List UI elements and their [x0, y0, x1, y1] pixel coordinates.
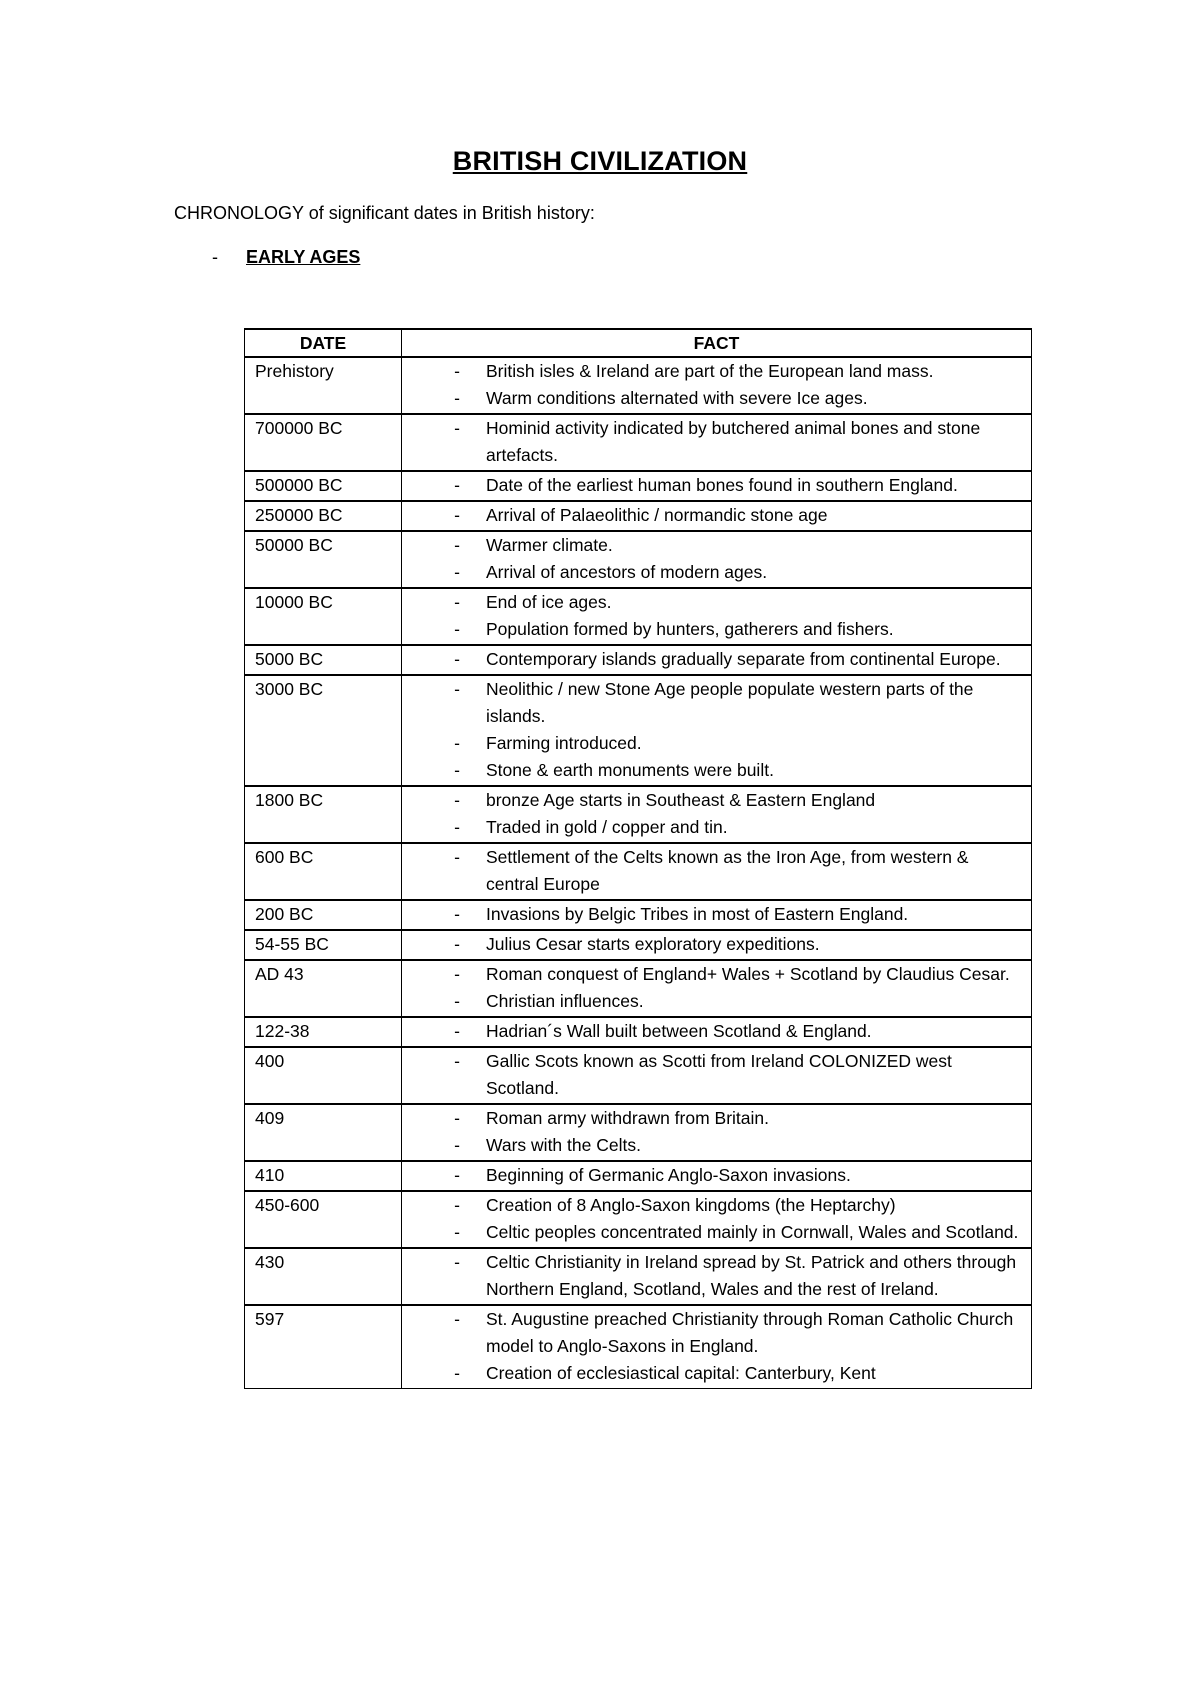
table-row: [245, 1104, 1032, 1161]
date-cell: 5000 BC: [245, 645, 402, 675]
chronology-table-body: [245, 357, 1032, 1389]
fact-text: St. Augustine preached Christianity through Roman Catholic Church model to Anglo-Saxons in England.: [486, 1309, 1014, 1356]
fact-cell: [402, 501, 1032, 531]
dash-bullet: -: [454, 1135, 460, 1155]
dash-bullet: -: [454, 991, 460, 1011]
fact-cell: [402, 675, 1032, 786]
table-row: [245, 588, 1032, 645]
fact-item: [402, 787, 1019, 814]
table-row: [245, 1047, 1032, 1104]
fact-text: Farming introduced.: [486, 733, 642, 753]
fact-list: [402, 1105, 1019, 1159]
fact-list: [402, 961, 1019, 1015]
dash-bullet: -: [454, 1021, 460, 1041]
chronology-table: [244, 328, 1032, 1389]
fact-item: [402, 844, 1019, 898]
section-label: EARLY AGES: [246, 247, 361, 267]
fact-list: [402, 1249, 1019, 1303]
dash-bullet: -: [454, 847, 460, 867]
fact-cell: [402, 1191, 1032, 1248]
intro-text: CHRONOLOGY of significant dates in British history:: [174, 203, 595, 223]
fact-item: [402, 676, 1019, 730]
date-cell: 10000 BC: [245, 588, 402, 645]
date-cell: 410: [245, 1161, 402, 1191]
fact-list: [402, 415, 1019, 469]
fact-text: Settlement of the Celts known as the Iron Age, from western & central Europe: [486, 847, 969, 894]
fact-item: [402, 1105, 1019, 1132]
fact-cell: [402, 786, 1032, 843]
table-row: [245, 1305, 1032, 1389]
fact-cell: [402, 930, 1032, 960]
fact-list: [402, 676, 1019, 784]
table-row: [245, 843, 1032, 900]
fact-item: [402, 757, 1019, 784]
fact-text: Roman conquest of England+ Wales + Scotland by Claudius Cesar.: [486, 964, 1010, 984]
section-dash: -: [212, 247, 218, 267]
fact-item: [402, 1249, 1019, 1303]
fact-item: [402, 646, 1019, 673]
table-row: [245, 1191, 1032, 1248]
fact-text: Celtic Christianity in Ireland spread by St. Patrick and others through Northern England, Scotland, Wales and the rest of Ireland.: [486, 1252, 1017, 1299]
dash-bullet: -: [454, 619, 460, 639]
fact-list: [402, 358, 1019, 412]
date-cell: 409: [245, 1104, 402, 1161]
date-cell: 700000 BC: [245, 414, 402, 471]
fact-text: Date of the earliest human bones found in southern England.: [486, 475, 958, 495]
table-row: [245, 471, 1032, 501]
fact-cell: [402, 900, 1032, 930]
dash-bullet: -: [454, 592, 460, 612]
fact-cell: [402, 1104, 1032, 1161]
fact-text: Beginning of Germanic Anglo-Saxon invasions.: [486, 1165, 851, 1185]
fact-list: [402, 502, 1019, 529]
dash-bullet: -: [454, 1363, 460, 1383]
fact-item: [402, 385, 1019, 412]
dash-bullet: -: [454, 733, 460, 753]
fact-text: Population formed by hunters, gatherers and fishers.: [486, 619, 894, 639]
fact-list: [402, 472, 1019, 499]
table-header-row: [245, 329, 1032, 357]
table-row: [245, 900, 1032, 930]
fact-item: [402, 931, 1019, 958]
fact-list: [402, 787, 1019, 841]
fact-text: Neolithic / new Stone Age people populate western parts of the islands.: [486, 679, 974, 726]
fact-item: [402, 1162, 1019, 1189]
fact-text: Warmer climate.: [486, 535, 613, 555]
date-cell: 3000 BC: [245, 675, 402, 786]
table-row: [245, 786, 1032, 843]
table-row: [245, 675, 1032, 786]
fact-list: [402, 931, 1019, 958]
fact-text: Hominid activity indicated by butchered animal bones and stone artefacts.: [486, 418, 981, 465]
fact-text: bronze Age starts in Southeast & Eastern England: [486, 790, 876, 810]
dash-bullet: -: [454, 760, 460, 780]
date-cell: 500000 BC: [245, 471, 402, 501]
fact-text: Hadrian´s Wall built between Scotland & England.: [486, 1021, 872, 1041]
fact-text: Arrival of ancestors of modern ages.: [486, 562, 768, 582]
table-row: [245, 357, 1032, 414]
fact-list: [402, 1048, 1019, 1102]
fact-cell: [402, 1161, 1032, 1191]
fact-list: [402, 1018, 1019, 1045]
date-cell: 450-600: [245, 1191, 402, 1248]
fact-cell: [402, 531, 1032, 588]
table-row: [245, 1161, 1032, 1191]
fact-text: Celtic peoples concentrated mainly in Cornwall, Wales and Scotland.: [486, 1222, 1019, 1242]
fact-text: Warm conditions alternated with severe Ice ages.: [486, 388, 868, 408]
dash-bullet: -: [454, 562, 460, 582]
fact-item: [402, 415, 1019, 469]
fact-item: [402, 358, 1019, 385]
fact-item: [402, 901, 1019, 928]
fact-item: [402, 1192, 1019, 1219]
table-row: [245, 1017, 1032, 1047]
table-row: [245, 531, 1032, 588]
date-cell: 400: [245, 1047, 402, 1104]
dash-bullet: -: [454, 817, 460, 837]
fact-text: Invasions by Belgic Tribes in most of Eastern England.: [486, 904, 909, 924]
fact-text: Wars with the Celts.: [486, 1135, 641, 1155]
fact-item: [402, 1018, 1019, 1045]
fact-item: [402, 1048, 1019, 1102]
fact-text: Gallic Scots known as Scotti from Ireland COLONIZED west Scotland.: [486, 1051, 952, 1098]
dash-bullet: -: [454, 790, 460, 810]
date-cell: 200 BC: [245, 900, 402, 930]
fact-text: End of ice ages.: [486, 592, 612, 612]
dash-bullet: -: [454, 904, 460, 924]
date-cell: 597: [245, 1305, 402, 1389]
dash-bullet: -: [454, 1165, 460, 1185]
fact-item: [402, 814, 1019, 841]
fact-item: [402, 616, 1019, 643]
fact-item: [402, 472, 1019, 499]
fact-cell: [402, 1047, 1032, 1104]
dash-bullet: -: [454, 418, 460, 438]
table-row: [245, 1248, 1032, 1305]
table-row: [245, 960, 1032, 1017]
date-cell: 430: [245, 1248, 402, 1305]
date-cell: 54-55 BC: [245, 930, 402, 960]
date-column-header: DATE: [245, 329, 402, 357]
page-title: BRITISH CIVILIZATION: [452, 146, 748, 176]
dash-bullet: -: [454, 475, 460, 495]
dash-bullet: -: [454, 964, 460, 984]
fact-text: Arrival of Palaeolithic / normandic stone age: [486, 505, 828, 525]
fact-cell: [402, 414, 1032, 471]
fact-cell: [402, 645, 1032, 675]
fact-cell: [402, 960, 1032, 1017]
fact-cell: [402, 471, 1032, 501]
fact-item: [402, 589, 1019, 616]
fact-item: [402, 961, 1019, 988]
fact-text: Julius Cesar starts exploratory expeditions.: [486, 934, 820, 954]
date-cell: AD 43: [245, 960, 402, 1017]
fact-text: Roman army withdrawn from Britain.: [486, 1108, 769, 1128]
fact-item: [402, 559, 1019, 586]
dash-bullet: -: [454, 535, 460, 555]
section-heading: [212, 247, 360, 268]
fact-cell: [402, 357, 1032, 414]
date-cell: 50000 BC: [245, 531, 402, 588]
fact-item: [402, 502, 1019, 529]
dash-bullet: -: [454, 1108, 460, 1128]
table-row: [245, 501, 1032, 531]
fact-cell: [402, 1017, 1032, 1047]
fact-item: [402, 1219, 1019, 1246]
dash-bullet: -: [454, 1222, 460, 1242]
fact-list: [402, 646, 1019, 673]
table-row: [245, 930, 1032, 960]
dash-bullet: -: [454, 361, 460, 381]
dash-bullet: -: [454, 505, 460, 525]
fact-column-header: FACT: [402, 329, 1032, 357]
fact-cell: [402, 1305, 1032, 1389]
dash-bullet: -: [454, 1252, 460, 1272]
fact-cell: [402, 588, 1032, 645]
fact-list: [402, 901, 1019, 928]
fact-list: [402, 1192, 1019, 1246]
dash-bullet: -: [454, 1309, 460, 1329]
fact-text: Creation of 8 Anglo-Saxon kingdoms (the Heptarchy): [486, 1195, 896, 1215]
fact-item: [402, 1306, 1019, 1360]
dash-bullet: -: [454, 1195, 460, 1215]
dash-bullet: -: [454, 649, 460, 669]
fact-text: Stone & earth monuments were built.: [486, 760, 774, 780]
fact-cell: [402, 843, 1032, 900]
table-row: [245, 645, 1032, 675]
dash-bullet: -: [454, 388, 460, 408]
dash-bullet: -: [454, 1051, 460, 1071]
date-cell: 1800 BC: [245, 786, 402, 843]
fact-list: [402, 844, 1019, 898]
fact-text: Christian influences.: [486, 991, 644, 1011]
fact-text: Traded in gold / copper and tin.: [486, 817, 728, 837]
fact-list: [402, 589, 1019, 643]
fact-list: [402, 1306, 1019, 1387]
fact-item: [402, 988, 1019, 1015]
fact-cell: [402, 1248, 1032, 1305]
fact-item: [402, 730, 1019, 757]
fact-item: [402, 1360, 1019, 1387]
dash-bullet: -: [454, 934, 460, 954]
fact-text: Contemporary islands gradually separate from continental Europe.: [486, 649, 1001, 669]
date-cell: 122-38: [245, 1017, 402, 1047]
fact-item: [402, 532, 1019, 559]
fact-item: [402, 1132, 1019, 1159]
date-cell: 250000 BC: [245, 501, 402, 531]
fact-text: Creation of ecclesiastical capital: Canterbury, Kent: [486, 1363, 876, 1383]
date-cell: 600 BC: [245, 843, 402, 900]
date-cell: Prehistory: [245, 357, 402, 414]
dash-bullet: -: [454, 679, 460, 699]
fact-list: [402, 1162, 1019, 1189]
fact-list: [402, 532, 1019, 586]
fact-text: British isles & Ireland are part of the European land mass.: [486, 361, 934, 381]
table-row: [245, 414, 1032, 471]
